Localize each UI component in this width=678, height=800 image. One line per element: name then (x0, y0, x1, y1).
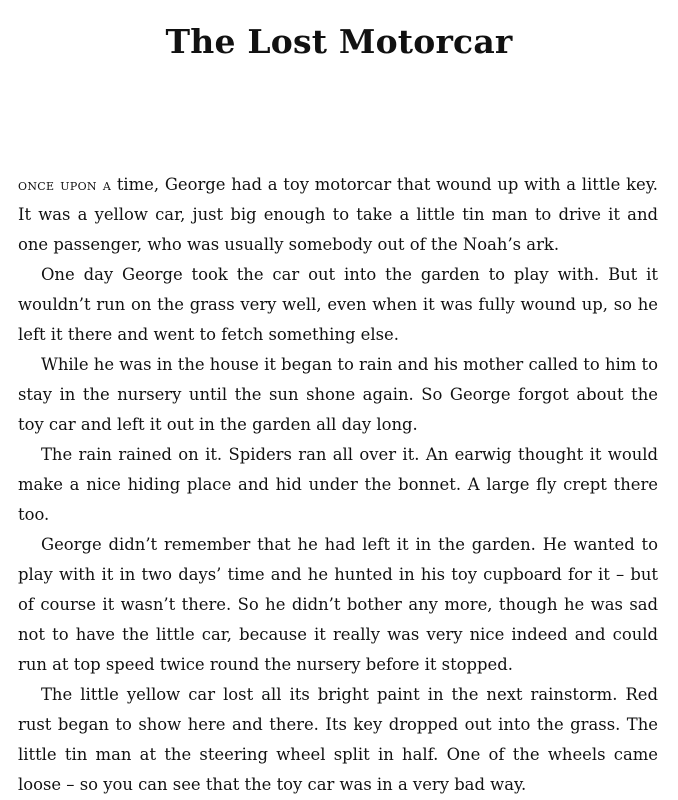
paragraph-1-text: time, George had a toy motorcar that wound up with a little key. It was a yellow car, just big enough to take a little tin man to drive it and one passenger, who was usually somebody out of the Noah’s ark. (18, 175, 658, 254)
paragraph-6: The little yellow car lost all its bright paint in the next rainstorm. Red rust began to show here and there. Its key dropped out into the grass. The little tin man at the steering wheel split in half. One of the wheels came loose – so you can see that the toy car was in a very bad way. (18, 685, 658, 794)
lead-in-small-caps: once upon a (18, 175, 112, 194)
paragraph-3: While he was in the house it began to rain and his mother called to him to stay in the nursery until the sun shone again. So George forgot about the toy car and left it out in the garden all day long. (18, 355, 658, 434)
paragraph-4: The rain rained on it. Spiders ran all over it. An earwig thought it would make a nice hiding place and hid under the bonnet. A large fly crept there too. (18, 445, 658, 524)
story-text (18, 170, 658, 800)
paragraph-2: One day George took the car out into the garden to play with. But it wouldn’t run on the grass very well, even when it was fully wound up, so he left it there and went to fetch something else. (18, 265, 658, 344)
paragraph-1 (18, 170, 658, 260)
paragraph-5: George didn’t remember that he had left it in the garden. He wanted to play with it in two days’ time and he hunted in his toy cupboard for it – but of course it wasn’t there. So he didn’t bother any more, though he was sad not to have the little car, because it really was very nice indeed and could run at top speed twice round the nursery before it stopped. (18, 535, 658, 674)
chapter-title: The Lost Motorcar (165, 22, 513, 61)
